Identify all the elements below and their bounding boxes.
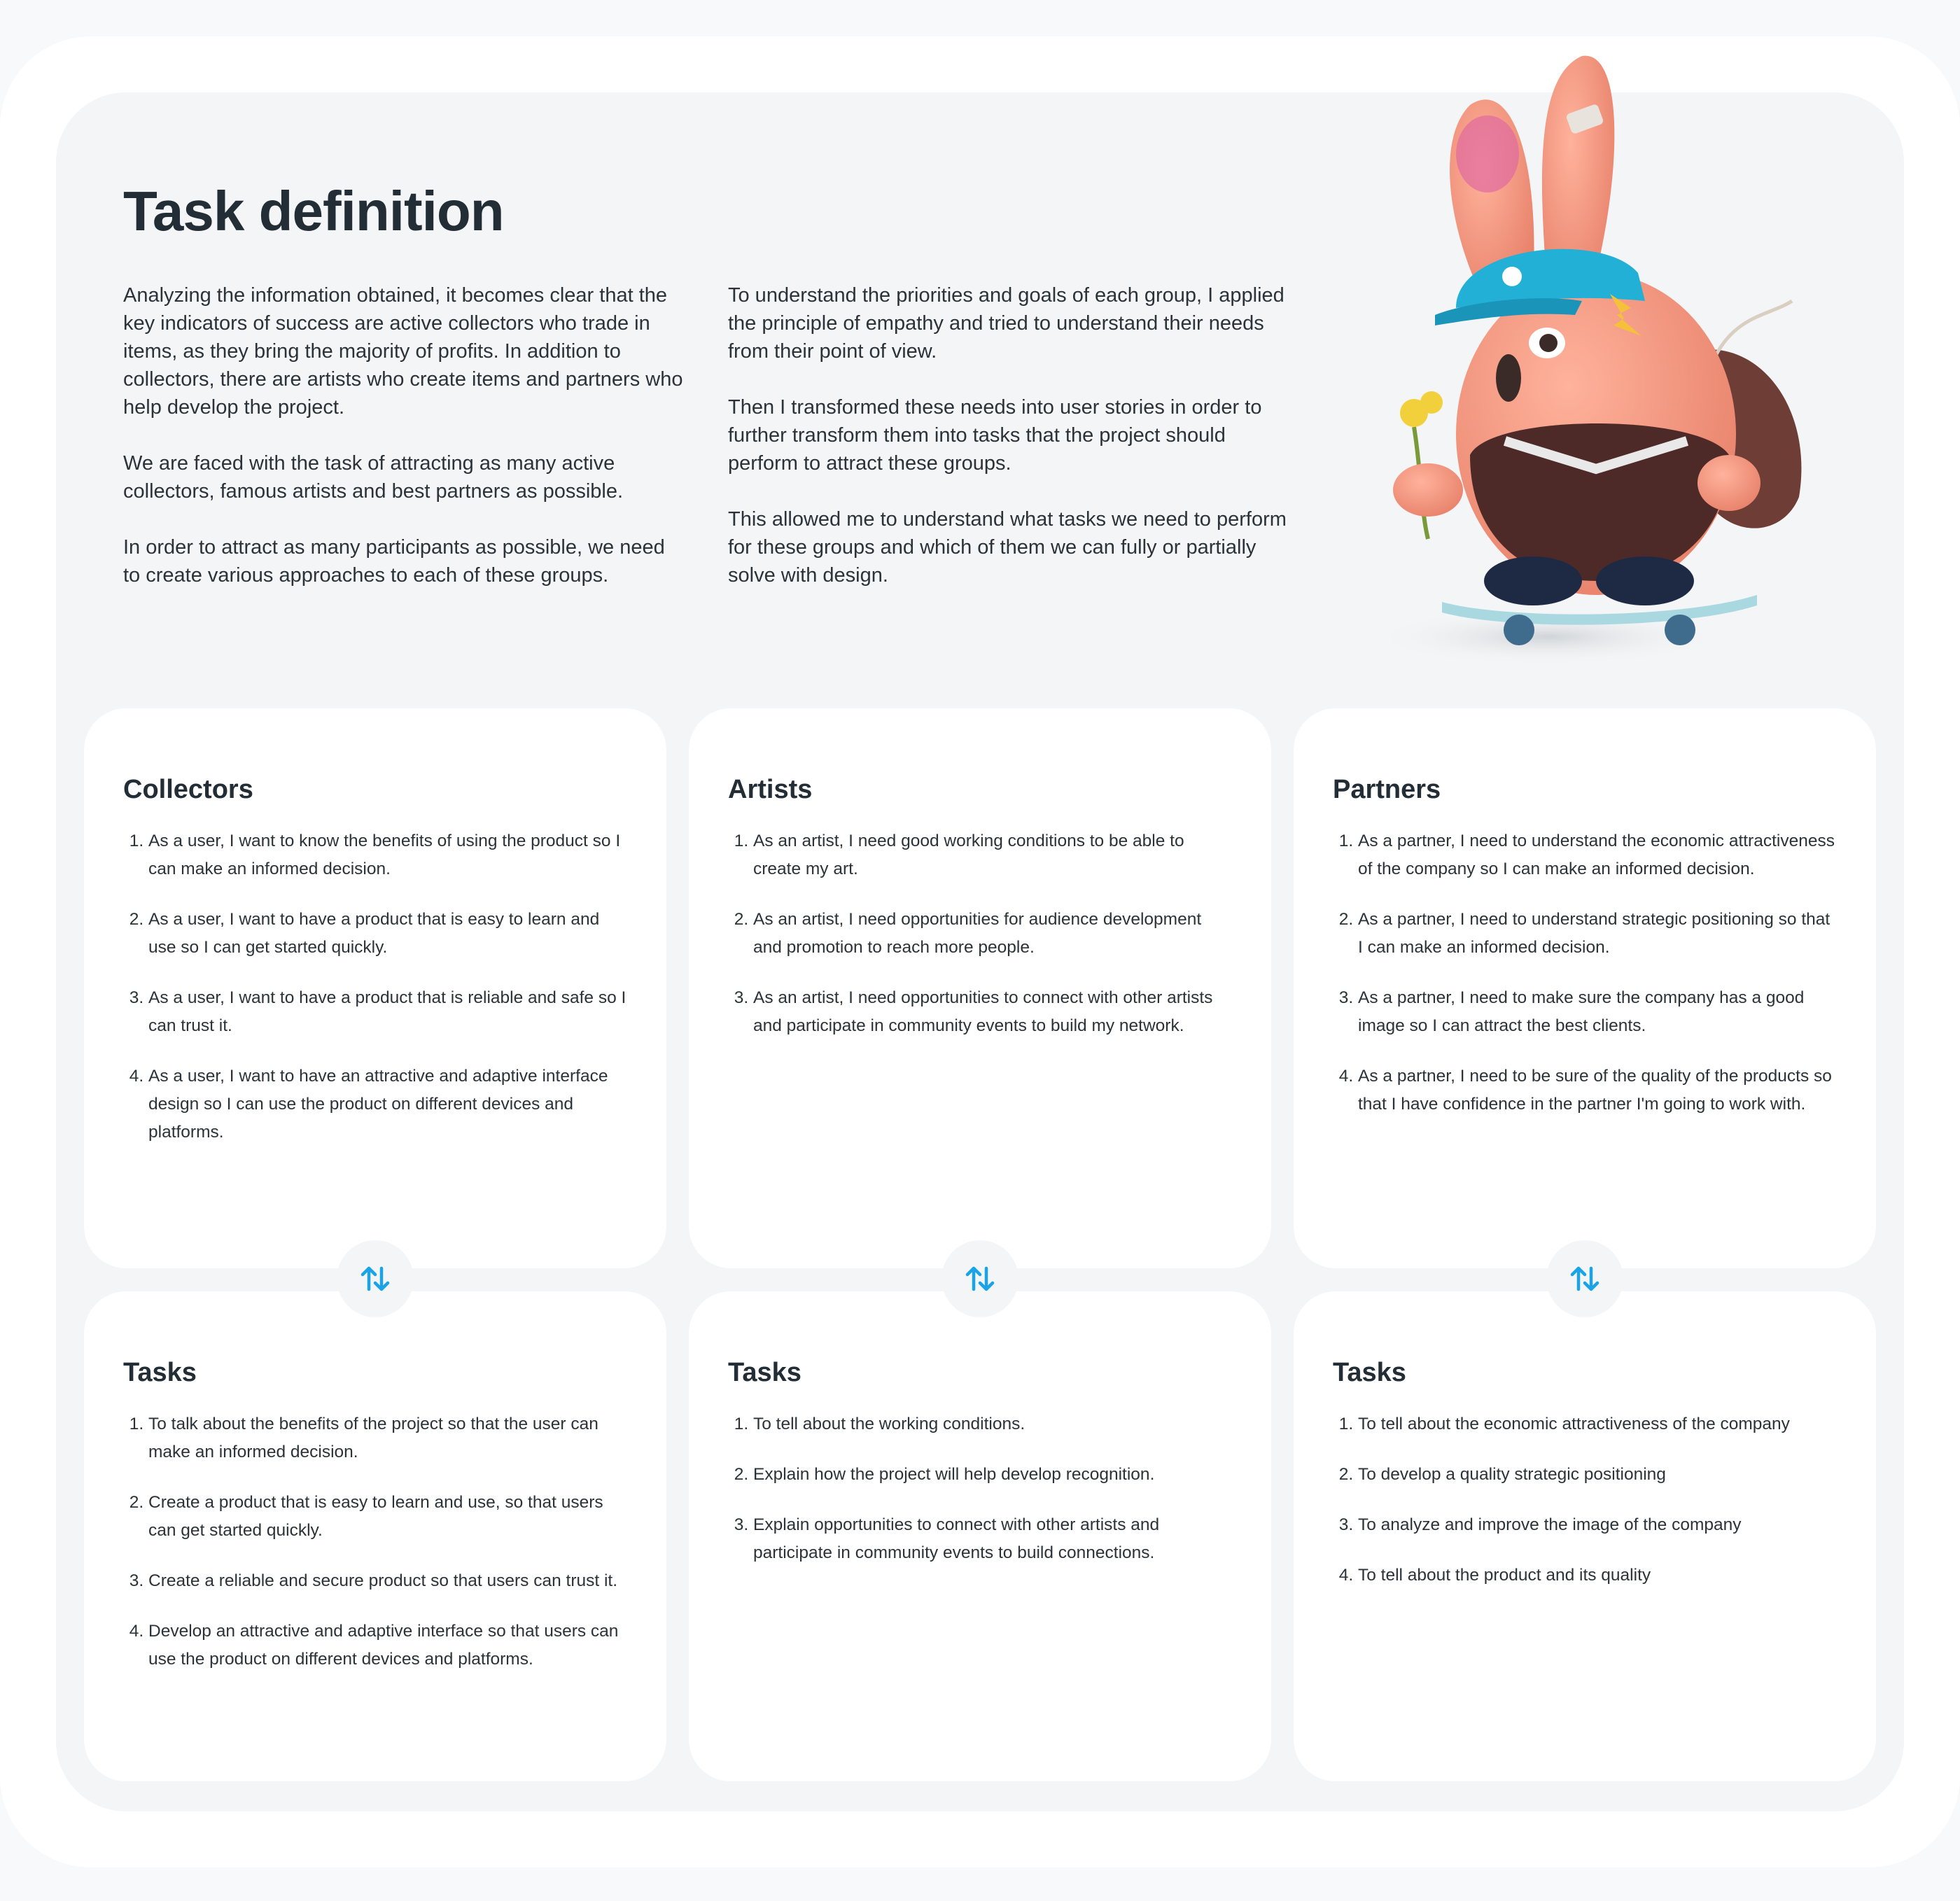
list-item: 4. As a partner, I need to be sure of the quality of the products so that I have confidence in the partner I'm going to work with. <box>1358 1062 1837 1118</box>
intro-right-column <box>728 281 1288 617</box>
user-stories-list <box>123 827 627 1146</box>
intro-paragraph: In order to attract as many participants as possible, we need to create various approaches to each of these groups. <box>123 536 665 587</box>
list-item: 2. To develop a quality strategic positioning <box>1358 1461 1837 1489</box>
list-item: 4. Develop an attractive and adaptive interface so that users can use the product on different devices and platforms. <box>148 1618 627 1674</box>
list-item: 2. As an artist, I need opportunities for audience development and promotion to reach more people. <box>753 906 1232 962</box>
list-item: 2. Explain how the project will help develop recognition. <box>753 1461 1232 1489</box>
list-item: 3. To analyze and improve the image of the company <box>1358 1511 1837 1539</box>
list-item: 3. As an artist, I need opportunities to connect with other artists and participate in community events to build my network. <box>753 984 1232 1040</box>
intro-paragraph: We are faced with the task of attracting as many active collectors, famous artists and best partners as possible. <box>123 452 624 503</box>
user-stories-list <box>1333 827 1837 1118</box>
list-item: 3. As a user, I want to have a product that is reliable and safe so I can trust it. <box>148 984 627 1040</box>
card-title: Tasks <box>728 1358 802 1387</box>
list-item: 1. As a partner, I need to understand the economic attractiveness of the company so I can make an informed decision. <box>1358 827 1837 883</box>
list-item: 1. To talk about the benefits of the project so that the user can make an informed decision. <box>148 1410 627 1466</box>
user-stories-list <box>728 827 1232 1040</box>
list-item: 3. Explain opportunities to connect with other artists and participate in community events to build connections. <box>753 1511 1232 1567</box>
tasks-list <box>728 1410 1232 1567</box>
list-item: 2. As a partner, I need to understand strategic positioning so that I can make an informed decision. <box>1358 906 1837 962</box>
card-title: Collectors <box>123 775 253 804</box>
list-item: 4. To tell about the product and its quality <box>1358 1562 1837 1590</box>
list-item: 1. As an artist, I need good working conditions to be able to create my art. <box>753 827 1232 883</box>
list-item: 2. Create a product that is easy to learn and use, so that users can get started quickly. <box>148 1489 627 1545</box>
swap-vertical-icon <box>1546 1240 1623 1317</box>
partners-card <box>1294 708 1876 1268</box>
card-title: Tasks <box>1333 1358 1406 1387</box>
list-item: 3. As a partner, I need to make sure the company has a good image so I can attract the best clients. <box>1358 984 1837 1040</box>
list-item: 3. Create a reliable and secure product so that users can trust it. <box>148 1567 627 1595</box>
list-item: 1. As a user, I want to know the benefits of using the product so I can make an informed decision. <box>148 827 627 883</box>
list-item: 1. To tell about the working conditions. <box>753 1410 1232 1438</box>
list-item: 1. To tell about the economic attractiveness of the company <box>1358 1410 1837 1438</box>
bunny-skateboard-mascot-icon <box>1365 49 1869 679</box>
intro-paragraph: Analyzing the information obtained, it becomes clear that the key indicators of success are active collectors who trade in items, as they bring the majority of profits. In addition to collectors, there are artists who create items and partners who help develop the project. <box>123 284 683 419</box>
card-title: Tasks <box>123 1358 197 1387</box>
list-item: 2. As a user, I want to have a product that is easy to learn and use so I can get started quickly. <box>148 906 627 962</box>
swap-vertical-icon <box>337 1240 414 1317</box>
tasks-list <box>123 1410 627 1674</box>
collectors-tasks-card <box>84 1291 666 1781</box>
intro-paragraph: This allowed me to understand what tasks we need to perform for these groups and which of them we can fully or partially solve with design. <box>728 508 1287 587</box>
intro-paragraph: Then I transformed these needs into user stories in order to further transform them into tasks that the project should perform to attract these groups. <box>728 396 1262 475</box>
card-title: Partners <box>1333 775 1441 804</box>
tasks-list <box>1333 1410 1837 1590</box>
intro-paragraph: To understand the priorities and goals of each group, I applied the principle of empathy and tried to understand their needs from their point of view. <box>728 284 1284 363</box>
page-title: Task definition <box>123 180 504 242</box>
card-title: Artists <box>728 775 813 804</box>
intro-left-column <box>123 281 683 617</box>
swap-vertical-icon <box>941 1240 1018 1317</box>
artists-card <box>689 708 1271 1268</box>
collectors-card <box>84 708 666 1268</box>
artists-tasks-card <box>689 1291 1271 1781</box>
partners-tasks-card <box>1294 1291 1876 1781</box>
list-item: 4. As a user, I want to have an attractive and adaptive interface design so I can use the product on different devices and platforms. <box>148 1062 627 1146</box>
